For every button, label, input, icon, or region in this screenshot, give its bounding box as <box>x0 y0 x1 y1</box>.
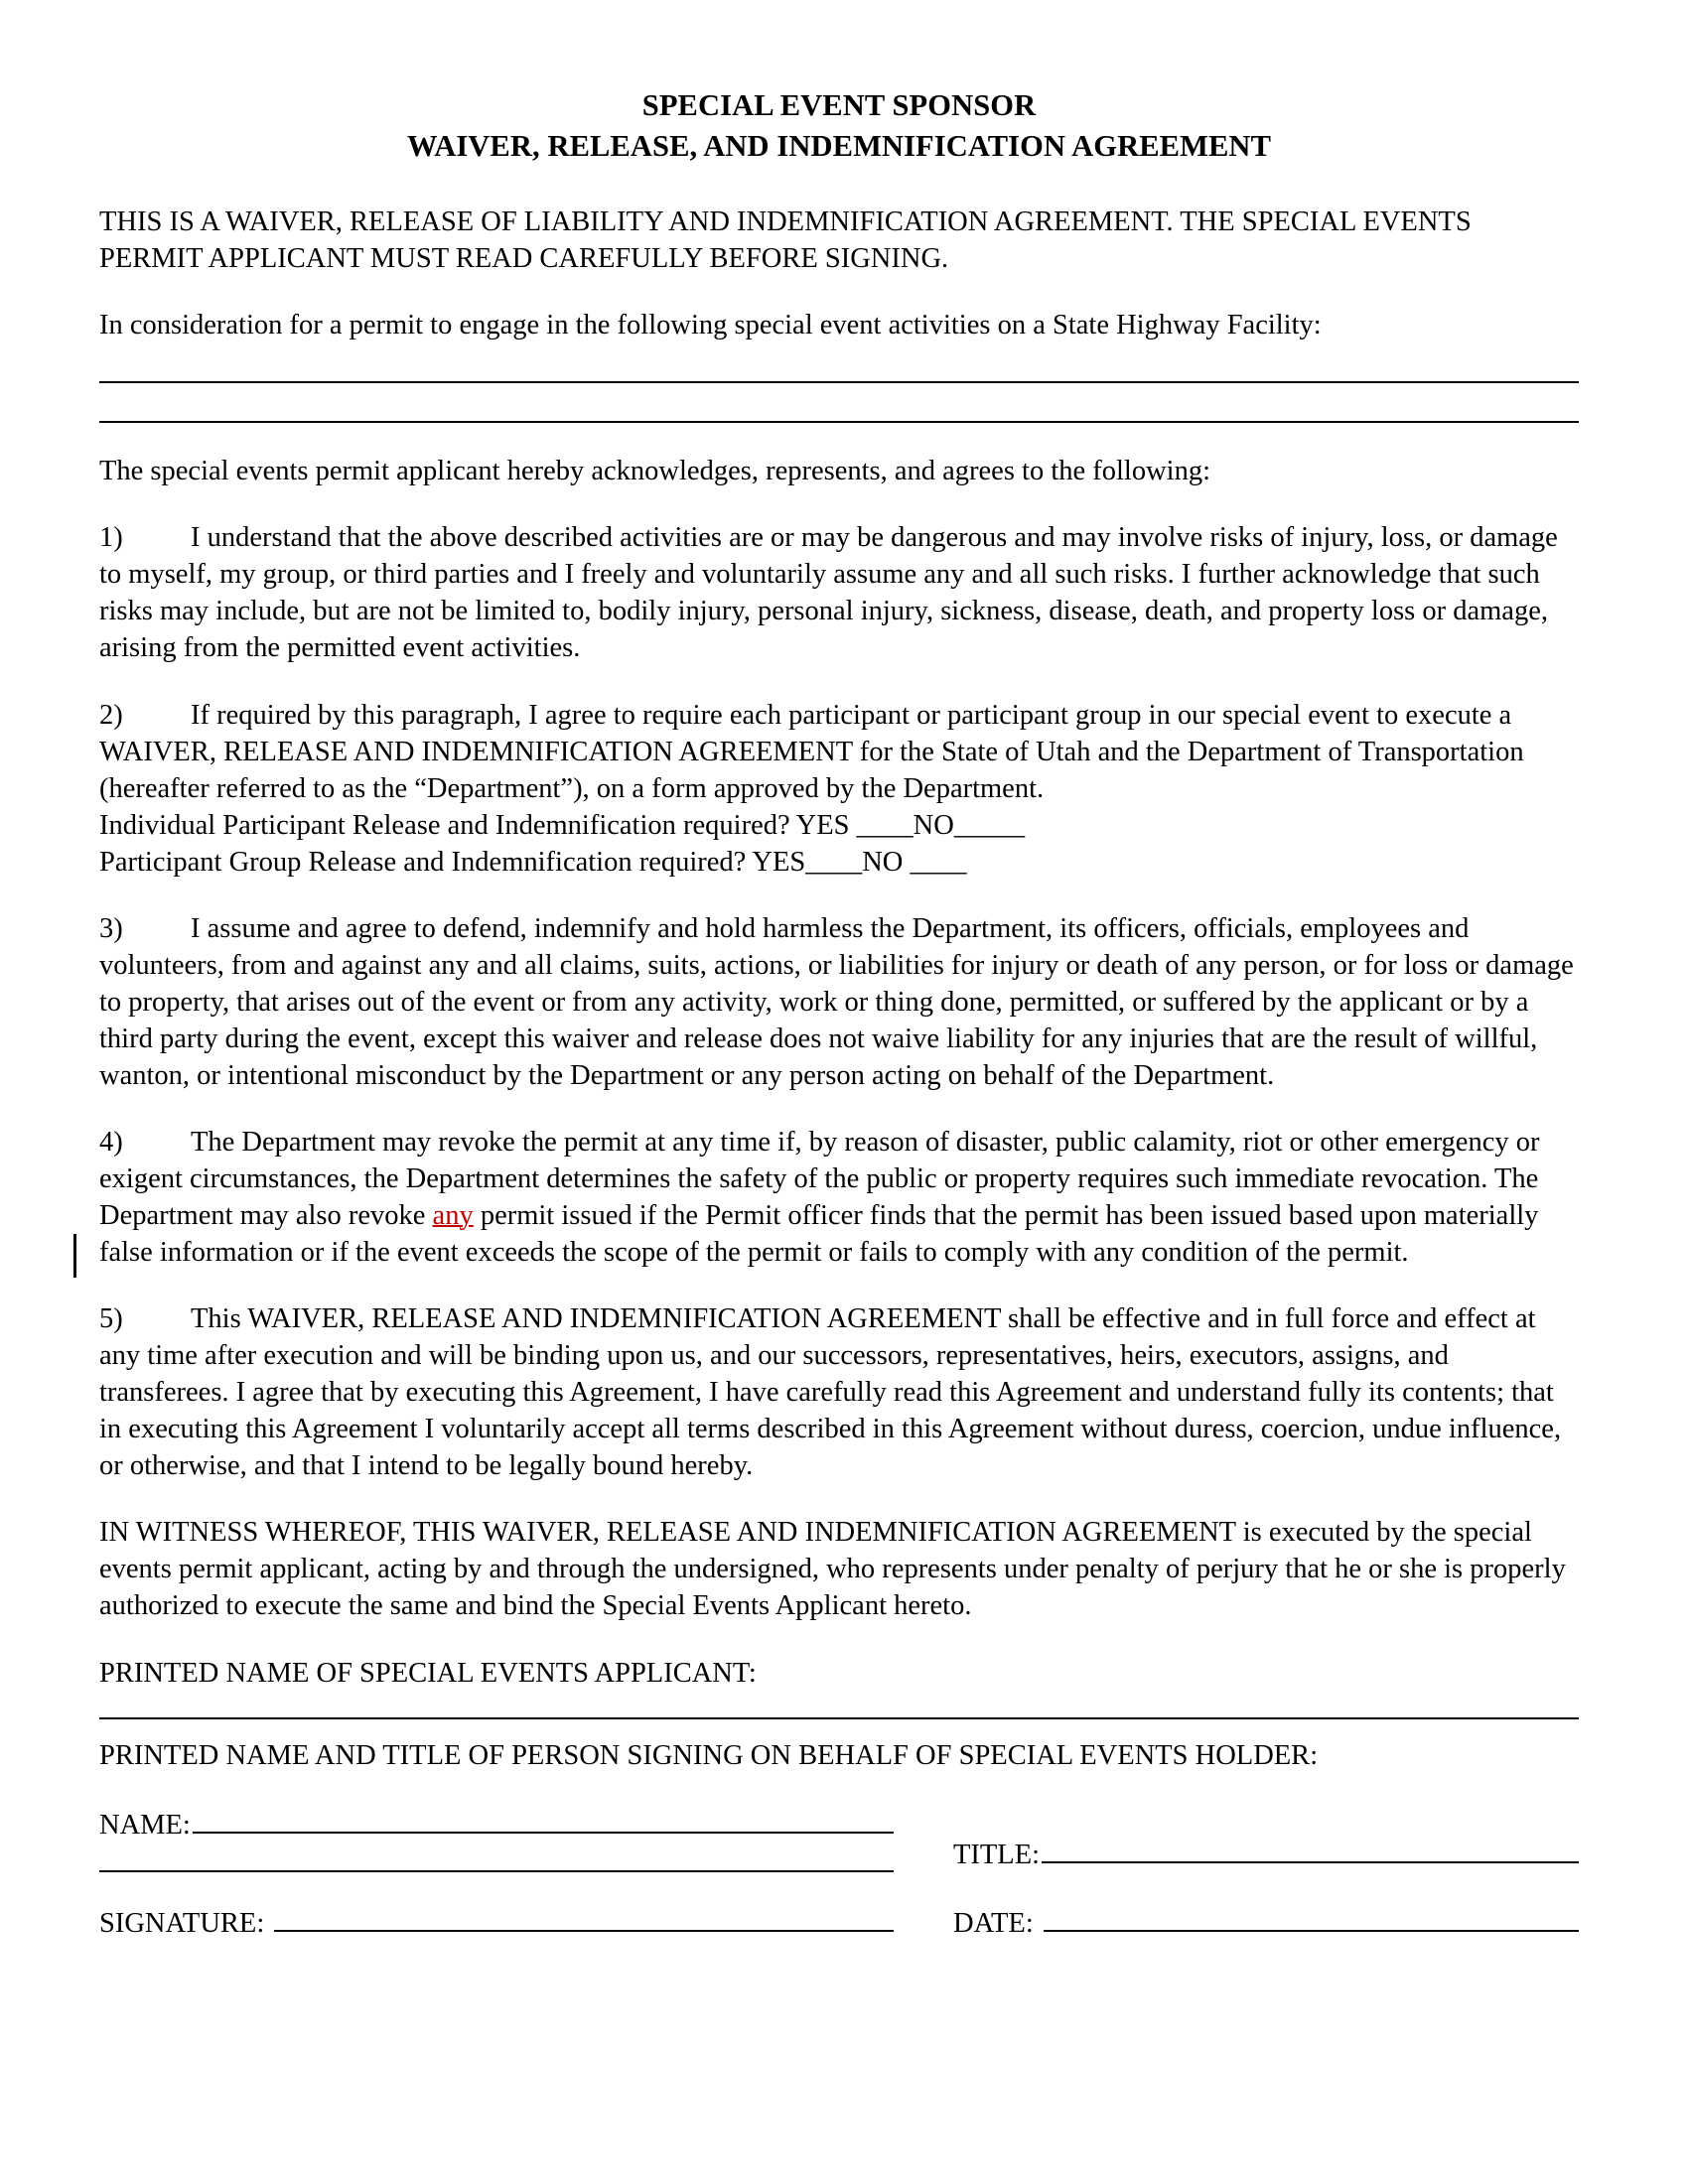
clause-2-text: If required by this paragraph, I agree to require each participant or participant group in our special event to execute a WAIVER, RELEASE AND INDEMNIFICATION AGREEMENT for the State of Utah and the Department of Transportation (hereafter referred to as the “Department”), on a form approved by the Department. <box>99 699 1524 804</box>
acknowledgement-intro: The special events permit applicant hereby acknowledges, represents, and agrees to the following: <box>99 456 1211 487</box>
signature-col-right-bottom <box>894 1906 1579 1942</box>
signature-row-top <box>99 1808 1579 1873</box>
clause-1-text: I understand that the above described activities are or may be dangerous and may involve risks of injury, loss, or damage to myself, my group, or third parties and I freely and voluntarily assume any and all such risks. I further acknowledge that such risks may include, but are not be limited to, bodily injury, personal injury, sickness, disease, death, and property loss or damage, arising from the permitted event activities. <box>99 522 1558 664</box>
clause-1 <box>99 519 1579 666</box>
signature-col-left <box>99 1808 894 1873</box>
revision-change-bar <box>73 1234 76 1278</box>
clause-2-number: 2) <box>99 699 123 731</box>
signature-field[interactable] <box>99 1906 894 1942</box>
clause-4-text-after: permit issued if the Permit officer finds that the permit has been issued based upon materially false information or if the event exceeds the scope of the permit or fails to comply with any condition of the permit. <box>99 1200 1539 1269</box>
signature-col-right <box>894 1838 1579 1873</box>
signature-area <box>99 1808 1579 1942</box>
witness-paragraph: IN WITNESS WHEREOF, THIS WAIVER, RELEASE AND INDEMNIFICATION AGREEMENT is executed by the special events permit applicant, acting by and through the undersigned, who represents under penalty of perjury that he or she is properly authorized to execute the same and bind the Special Events Applicant hereto. <box>99 1517 1566 1622</box>
date-field[interactable] <box>953 1906 1579 1942</box>
activity-description-lines <box>99 381 1579 423</box>
clause-5 <box>99 1300 1579 1484</box>
activity-blank-line-1[interactable] <box>99 381 1579 383</box>
group-release-question[interactable]: Participant Group Release and Indemnification required? YES____NO ____ <box>99 846 967 878</box>
name-overflow-line[interactable] <box>99 1870 894 1872</box>
printed-name-holder-label: PRINTED NAME AND TITLE OF PERSON SIGNING ON BEHALF OF SPECIAL EVENTS HOLDER: <box>99 1739 1319 1771</box>
clause-3 <box>99 910 1579 1094</box>
title-line-2: WAIVER, RELEASE, AND INDEMNIFICATION AGREEMENT <box>406 128 1272 163</box>
intro-notice: THIS IS A WAIVER, RELEASE OF LIABILITY AND INDEMNIFICATION AGREEMENT. THE SPECIAL EVENTS PERMIT APPLICANT MUST READ CAREFULLY BEFORE SIGNING. <box>99 206 1472 275</box>
document-content <box>99 85 1579 1942</box>
name-field[interactable] <box>99 1808 894 1843</box>
title-field[interactable] <box>953 1838 1579 1873</box>
printed-name-applicant-label: PRINTED NAME OF SPECIAL EVENTS APPLICANT: <box>99 1657 757 1689</box>
clause-4-highlight-any: any <box>432 1200 474 1232</box>
clause-4-number: 4) <box>99 1126 123 1158</box>
title-input-line[interactable] <box>1042 1839 1579 1863</box>
clause-3-text: I assume and agree to defend, indemnify and hold harmless the Department, its officers, officials, employees and volunteers, from and against any and all claims, suits, actions, or liabilities for injury or death of any person, or for loss or damage to property, that arises out of the event or from any activity, work or thing done, permitted, or suffered by the applicant or by a third party during the event, except this waiver and release does not waive liability for any injuries that are the result of willful, wanton, or intentional misconduct by the Department or any person acting on behalf of the Department. <box>99 912 1574 1091</box>
title-line-1: SPECIAL EVENT SPONSOR <box>641 88 1037 122</box>
signature-input-line[interactable] <box>274 1907 894 1932</box>
signature-row-bottom <box>99 1906 1579 1942</box>
clause-4 <box>99 1124 1579 1271</box>
consideration-text: In consideration for a permit to engage in the following special event activities on a State Highway Facility: <box>99 310 1322 341</box>
clause-2 <box>99 697 1579 807</box>
date-label: DATE: <box>953 1908 1034 1940</box>
page-title <box>99 85 1579 166</box>
title-label: TITLE: <box>953 1839 1041 1870</box>
clause-1-number: 1) <box>99 522 123 554</box>
signature-col-left-bottom <box>99 1906 894 1942</box>
date-input-line[interactable] <box>1044 1907 1579 1932</box>
clause-5-number: 5) <box>99 1303 123 1335</box>
signature-label: SIGNATURE: <box>99 1908 265 1940</box>
name-input-line[interactable] <box>193 1809 894 1834</box>
clause-5-text: This WAIVER, RELEASE AND INDEMNIFICATION AGREEMENT shall be effective and in full force and effect at any time after execution and will be binding upon us, and our successors, representatives, heirs, executors, assigns, and transferees. I agree that by executing this Agreement, I have carefully read this Agreement and understand fully its contents; that in executing this Agreement I voluntarily accept all terms described in this Agreement without duress, coercion, undue influence, or otherwise, and that I intend to be legally bound hereby. <box>99 1303 1562 1482</box>
clause-4-text-before: The Department may revoke the permit at any time if, by reason of disaster, public calamity, riot or other emergency or exigent circumstances, the Department determines the safety of the public or property requires such immediate revocation. The Department may also revoke <box>99 1126 1540 1232</box>
clause-3-number: 3) <box>99 912 123 944</box>
name-label: NAME: <box>99 1809 191 1841</box>
individual-release-question[interactable]: Individual Participant Release and Indemnification required? YES ____NO_____ <box>99 809 1026 841</box>
